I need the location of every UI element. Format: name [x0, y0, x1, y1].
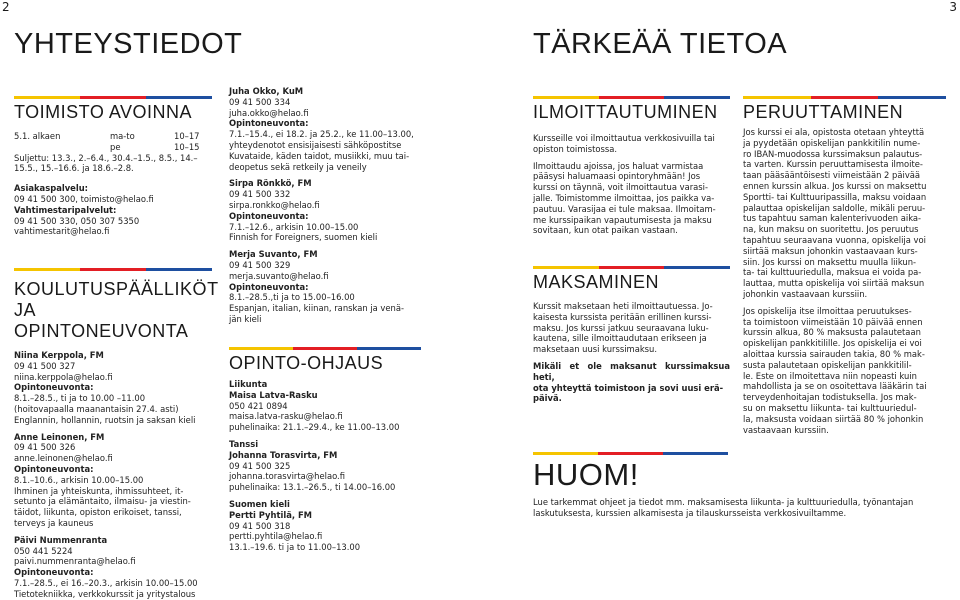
col2a-line: 8.1.–28.5.,ti ja to 15.00–16.00 — [229, 292, 355, 303]
col1-line: 09 41 500 326 — [14, 442, 76, 453]
col2a-line: Opintoneuvonta: — [229, 210, 309, 221]
col2b-line: Pertti Pyhtilä, FM — [229, 509, 313, 520]
col1-line: 8.1.–28.5., ti ja to 10.00 –11.00 — [14, 393, 146, 404]
coordinators-list-2 — [229, 86, 421, 325]
peru-line: johonkin vastaavaan kurssiin. — [743, 288, 868, 299]
peru-line: ja pyydetään opiskelijan pankkitilin nume- — [743, 137, 921, 148]
col1-line: Niina Kerppola, FM — [14, 350, 104, 360]
huom-line: Lue tarkemmat ohjeet ja tiedot mm. maksamisesta liikunta- ja kulttuuriedulla, työnantajan — [533, 497, 914, 507]
guidance-section — [229, 347, 421, 553]
service-contact: 09 41 500 300, toimisto@helao.fi — [14, 193, 154, 204]
service-label: Asiakaspalvelu: — [14, 183, 89, 194]
col2b-line: 13.1.–19.6. ti ja to 11.00–13.00 — [229, 542, 361, 553]
opening-hours — [14, 131, 212, 153]
notice-heading: HUOM! — [533, 457, 639, 492]
maks-line: maksetaan uusi kurssimaksu. — [533, 344, 658, 355]
col2a-line: 09 41 500 329 — [229, 259, 291, 270]
coordinators-section — [14, 268, 219, 600]
peru-line: lauttaa, mutta opiskelija voi siirtää maksun — [743, 278, 925, 289]
peru-line: le. Este on ilmoitettava niin nopeasti kuin — [743, 370, 917, 381]
opening-day: pe — [110, 141, 121, 152]
office-heading: TOIMISTO AVOINNA — [14, 102, 193, 122]
peru-line: ta- tai kulttuuriedulla, maksua ei voida pa- — [743, 267, 922, 278]
col2b-line: pertti.pyhtila@helao.fi — [229, 531, 323, 542]
col2a-line: yhteydenotot ensisijaisesti sähköpostitse — [229, 139, 402, 150]
color-stripe — [533, 452, 728, 455]
coordinators-list — [229, 86, 421, 325]
peru-line: siin. Jos kurssi on maksettu muulla liikun- — [743, 256, 917, 267]
col1-line: Opintoneuvonta: — [14, 463, 94, 474]
col1-line: Ihminen ja yhteiskunta, ihmissuhteet, it- — [14, 485, 184, 496]
col1-line: täidot, liikunta, opiston erikoiset, tanssi, — [14, 507, 182, 518]
opening-day: ma-to — [110, 131, 135, 141]
col2a-line: Opintoneuvonta: — [229, 118, 309, 129]
peru-line: Sportti- tai Kulttuuripassilla, maksu voidaan — [743, 191, 927, 202]
guidance-list — [229, 379, 421, 553]
peru-line: ennen kurssin alkua. Jos kurssi on maksettu — [743, 180, 927, 191]
ilmo-line: me kurssipaikan vapautumisesta ja maksu — [533, 214, 712, 225]
cancellation-section — [743, 96, 946, 435]
col2b-line: maisa.latva-rasku@helao.fi — [229, 411, 343, 422]
closed-dates: Suljettu: 13.3., 2.–6.4., 30.4.–1.5., 8.5., 14.– — [14, 152, 198, 163]
col1-line: anne.leinonen@helao.fi — [14, 453, 113, 464]
col2a-line: 7.1.–12.6., arkisin 10.00–15.00 — [229, 221, 359, 232]
col2a-line: juha.okko@helao.fi — [229, 107, 309, 118]
col1-line: 09 41 500 327 — [14, 360, 76, 371]
peru-line: ta toimistoon viimeistään 10 päivää ennen — [743, 316, 923, 327]
peru-line: su on maksettu liikunta- tai kulttuuriedul- — [743, 402, 917, 413]
peru-line: mahdollista ja se on osoitettava lääkärin tai — [743, 381, 927, 392]
ilmo-line: opiston toimistossa. — [533, 143, 618, 154]
opening-time: 10–15 — [174, 141, 200, 152]
col1-line: Opintoneuvonta: — [14, 382, 94, 393]
col2b-line: puhelinaika: 21.1.–29.4., ke 11.00–13.00 — [229, 422, 400, 433]
notice-section — [533, 452, 946, 519]
col2b-line: 050 421 0894 — [229, 400, 288, 411]
col1-line: Englannin, hollannin, ruotsin ja saksan kieli — [14, 414, 196, 425]
col2a-line: merja.suvanto@helao.fi — [229, 270, 329, 281]
col2a-line: sirpa.ronkko@helao.fi — [229, 199, 320, 210]
color-stripe — [14, 96, 212, 99]
col2b-line: Maisa Latva-Rasku — [229, 389, 318, 400]
col2b-line: Tanssi — [229, 438, 259, 449]
color-stripe — [533, 96, 730, 99]
color-stripe — [533, 266, 730, 269]
col2a-line: Kuvataide, käden taidot, musiikki, muu tai- — [229, 150, 410, 161]
col1-line: (hoitovapaalla maanantaisin 27.4. asti) — [14, 403, 179, 414]
col2b-line: johanna.torasvirta@helao.fi — [229, 471, 345, 482]
col2b-line: puhelinaika: 13.1.–26.5., ti 14.00–16.00 — [229, 482, 396, 493]
col1-line: 7.1.–28.5., ei 16.–20.3., arkisin 10.00–15.00 — [14, 577, 198, 588]
cancellation-text — [743, 127, 946, 435]
page-number-left: 2 — [2, 0, 10, 14]
page-title-left: YHTEYSTIEDOT — [14, 28, 243, 60]
peru-line: Jos opiskelija itse ilmoittaa peruutukses- — [743, 305, 912, 316]
ilmo-line: kurssi on täynnä, voit ilmoittautua varasi- — [533, 182, 708, 193]
col2a-line: Opintoneuvonta: — [229, 281, 309, 292]
color-stripe — [14, 268, 212, 271]
peru-line: na, kun maksu on suoritettu. Jos peruutus — [743, 224, 919, 235]
col2a-line: jän kieli — [229, 313, 262, 324]
page-title-right: TÄRKEÄÄ TIETOA — [533, 28, 788, 60]
peru-line: terveydenhoitajan todistuksella. Jos mak- — [743, 392, 917, 403]
maks-line: kautena, sille ilmoittaudutaan erikseen ja — [533, 333, 707, 344]
maks-line: ota yhteyttä toimistoon ja sovi uusi erä- — [533, 382, 724, 393]
col1-line: terveys ja kauneus — [14, 517, 94, 528]
col2a-line: Merja Suvanto, FM — [229, 249, 318, 260]
coordinators-list — [14, 350, 212, 600]
closed-dates: 15.5., 15.–16.6. ja 18.6.–2.8. — [14, 163, 134, 174]
huom-line: laskutuksesta, kurssien alkamisesta ja tilauskursseista verkkosivuiltamme. — [533, 507, 847, 518]
col1-line: paivi.nummenranta@helao.fi — [14, 556, 136, 567]
coordinators-heading: KOULUTUSPÄÄLLIKÖT — [14, 279, 219, 299]
col2a-line: Sirpa Rönkkö, FM — [229, 178, 312, 189]
col1-line: 050 441 5224 — [14, 545, 73, 556]
peru-line: siirtää maksun johonkin vastaavaan kurs- — [743, 245, 918, 256]
peru-line: kurssin alkua, 80 % maksusta palautetaan — [743, 327, 921, 338]
payment-heading: MAKSAMINEN — [533, 272, 660, 292]
peru-line: tapahtuu seuraavana vuonna, opiskelija voi — [743, 234, 926, 245]
peru-line: ta varten. Kurssin peruuttamisesta ilmoite- — [743, 159, 923, 170]
maks-line: maksu. Jos kurssi jatkuu seuraavana luku- — [533, 322, 709, 333]
ilmo-line: Kursseille voi ilmoittautua verkkosivuilla tai — [533, 133, 715, 143]
peru-line: Jos kurssi ei ala, opistosta otetaan yhteyttä — [743, 127, 925, 137]
ilmo-line: sovitaan, kun otat paikan vastaan. — [533, 225, 678, 236]
col1-line: setunto ja elämäntaito, ilmaisu- ja viestin- — [14, 496, 191, 507]
cancellation-heading: PERUUTTAMINEN — [743, 102, 904, 122]
ilmo-line: pautuu. Varasijaa ei tule maksaa. Ilmoitam- — [533, 203, 716, 214]
ilmo-line: pääsysi haluamaasi opintoryhmään! Jos — [533, 171, 701, 182]
maks-line: Kurssit maksetaan heti ilmoittautuessa. Jo- — [533, 301, 713, 311]
peru-line: palauttaa opiskelijan saldolle, mikäli peruu- — [743, 202, 926, 213]
opening-date: 5.1. alkaen — [14, 131, 61, 141]
janitor-label: Vahtimestaripalvelut: — [14, 204, 117, 215]
peru-line: aloittaa kurssia sairauden takia, 80 % mak- — [743, 348, 925, 359]
peru-line: la, maksusta voidaan siirtää 80 % johonkin — [743, 413, 924, 424]
col2b-line: Suomen kieli — [229, 498, 290, 509]
janitor-phone: 09 41 500 330, 050 307 5350 — [14, 215, 140, 226]
col1-line: 8.1.–10.6., arkisin 10.00–15.00 — [14, 474, 144, 485]
col2b-line: Johanna Torasvirta, FM — [229, 449, 338, 460]
registration-text — [533, 133, 730, 236]
col2b-line: 09 41 500 325 — [229, 460, 291, 471]
opening-time: 10–17 — [174, 131, 200, 141]
maks-line: päivä. — [533, 393, 562, 404]
col2a-line: 7.1.–15.4., ei 18.2. ja 25.2., ke 11.00–13.00, — [229, 129, 414, 140]
col2a-line: Finnish for Foreigners, suomen kieli — [229, 232, 378, 243]
col2b-line: 09 41 500 318 — [229, 520, 291, 531]
registration-heading: ILMOITTAUTUMINEN — [533, 102, 718, 122]
col2a-line: Juha Okko, KuM — [229, 86, 304, 96]
maks-line: kaisesta kurssista peritään erillinen kurssi- — [533, 311, 712, 322]
col2a-line: deopetus sekä retkeily ja veneily — [229, 161, 367, 172]
registration-section — [533, 96, 730, 236]
janitor-email: vahtimestarit@helao.fi — [14, 226, 110, 237]
col1-line: niina.kerppola@helao.fi — [14, 371, 113, 382]
peru-line: taan pääsääntöisesti viimeistään 2 päivää — [743, 170, 921, 181]
maks-line: Mikäli et ole maksanut kurssimaksua heti, — [533, 360, 730, 382]
col1-line: Opintoneuvonta: — [14, 567, 94, 578]
ilmo-line: jalle. Toimistomme ilmoittaa, jos paikka va- — [533, 192, 715, 203]
ilmo-line: Ilmoittaudu ajoissa, jos haluat varmistaa — [533, 160, 704, 171]
col1-line: Tietotekniikka, verkkokurssit ja yritystalous — [14, 588, 196, 599]
page-number-right: 3 — [949, 0, 957, 14]
payment-section — [533, 266, 730, 404]
color-stripe — [743, 96, 946, 99]
guidance-heading: OPINTO-OHJAUS — [229, 353, 384, 373]
peru-line: tus tapahtuu saman kalenterivuoden aika- — [743, 213, 922, 224]
color-stripe — [229, 347, 421, 350]
peru-line: susta palautetaan opiskelijan pankkitilil- — [743, 359, 912, 370]
col2a-line: Espanjan, italian, kiinan, ranskan ja venä- — [229, 303, 404, 314]
peru-line: vastaavaan kurssiin. — [743, 424, 829, 435]
office-section — [14, 96, 212, 237]
coordinators-heading: JA OPINTONEUVONTA — [14, 300, 189, 341]
col2b-line: Liikunta — [229, 379, 268, 389]
col2a-line: 09 41 500 332 — [229, 189, 291, 200]
peru-line: opiskelijan pankkitilille. Jos opiskelija ei voi — [743, 338, 922, 349]
peru-line: ro IBAN-muodossa kurssimaksun palautus- — [743, 148, 923, 159]
col1-line: Päivi Nummenranta — [14, 534, 108, 545]
col1-line: Anne Leinonen, FM — [14, 431, 105, 442]
payment-text — [533, 301, 730, 404]
notice-text — [533, 497, 946, 519]
col2a-line: 09 41 500 334 — [229, 96, 291, 107]
